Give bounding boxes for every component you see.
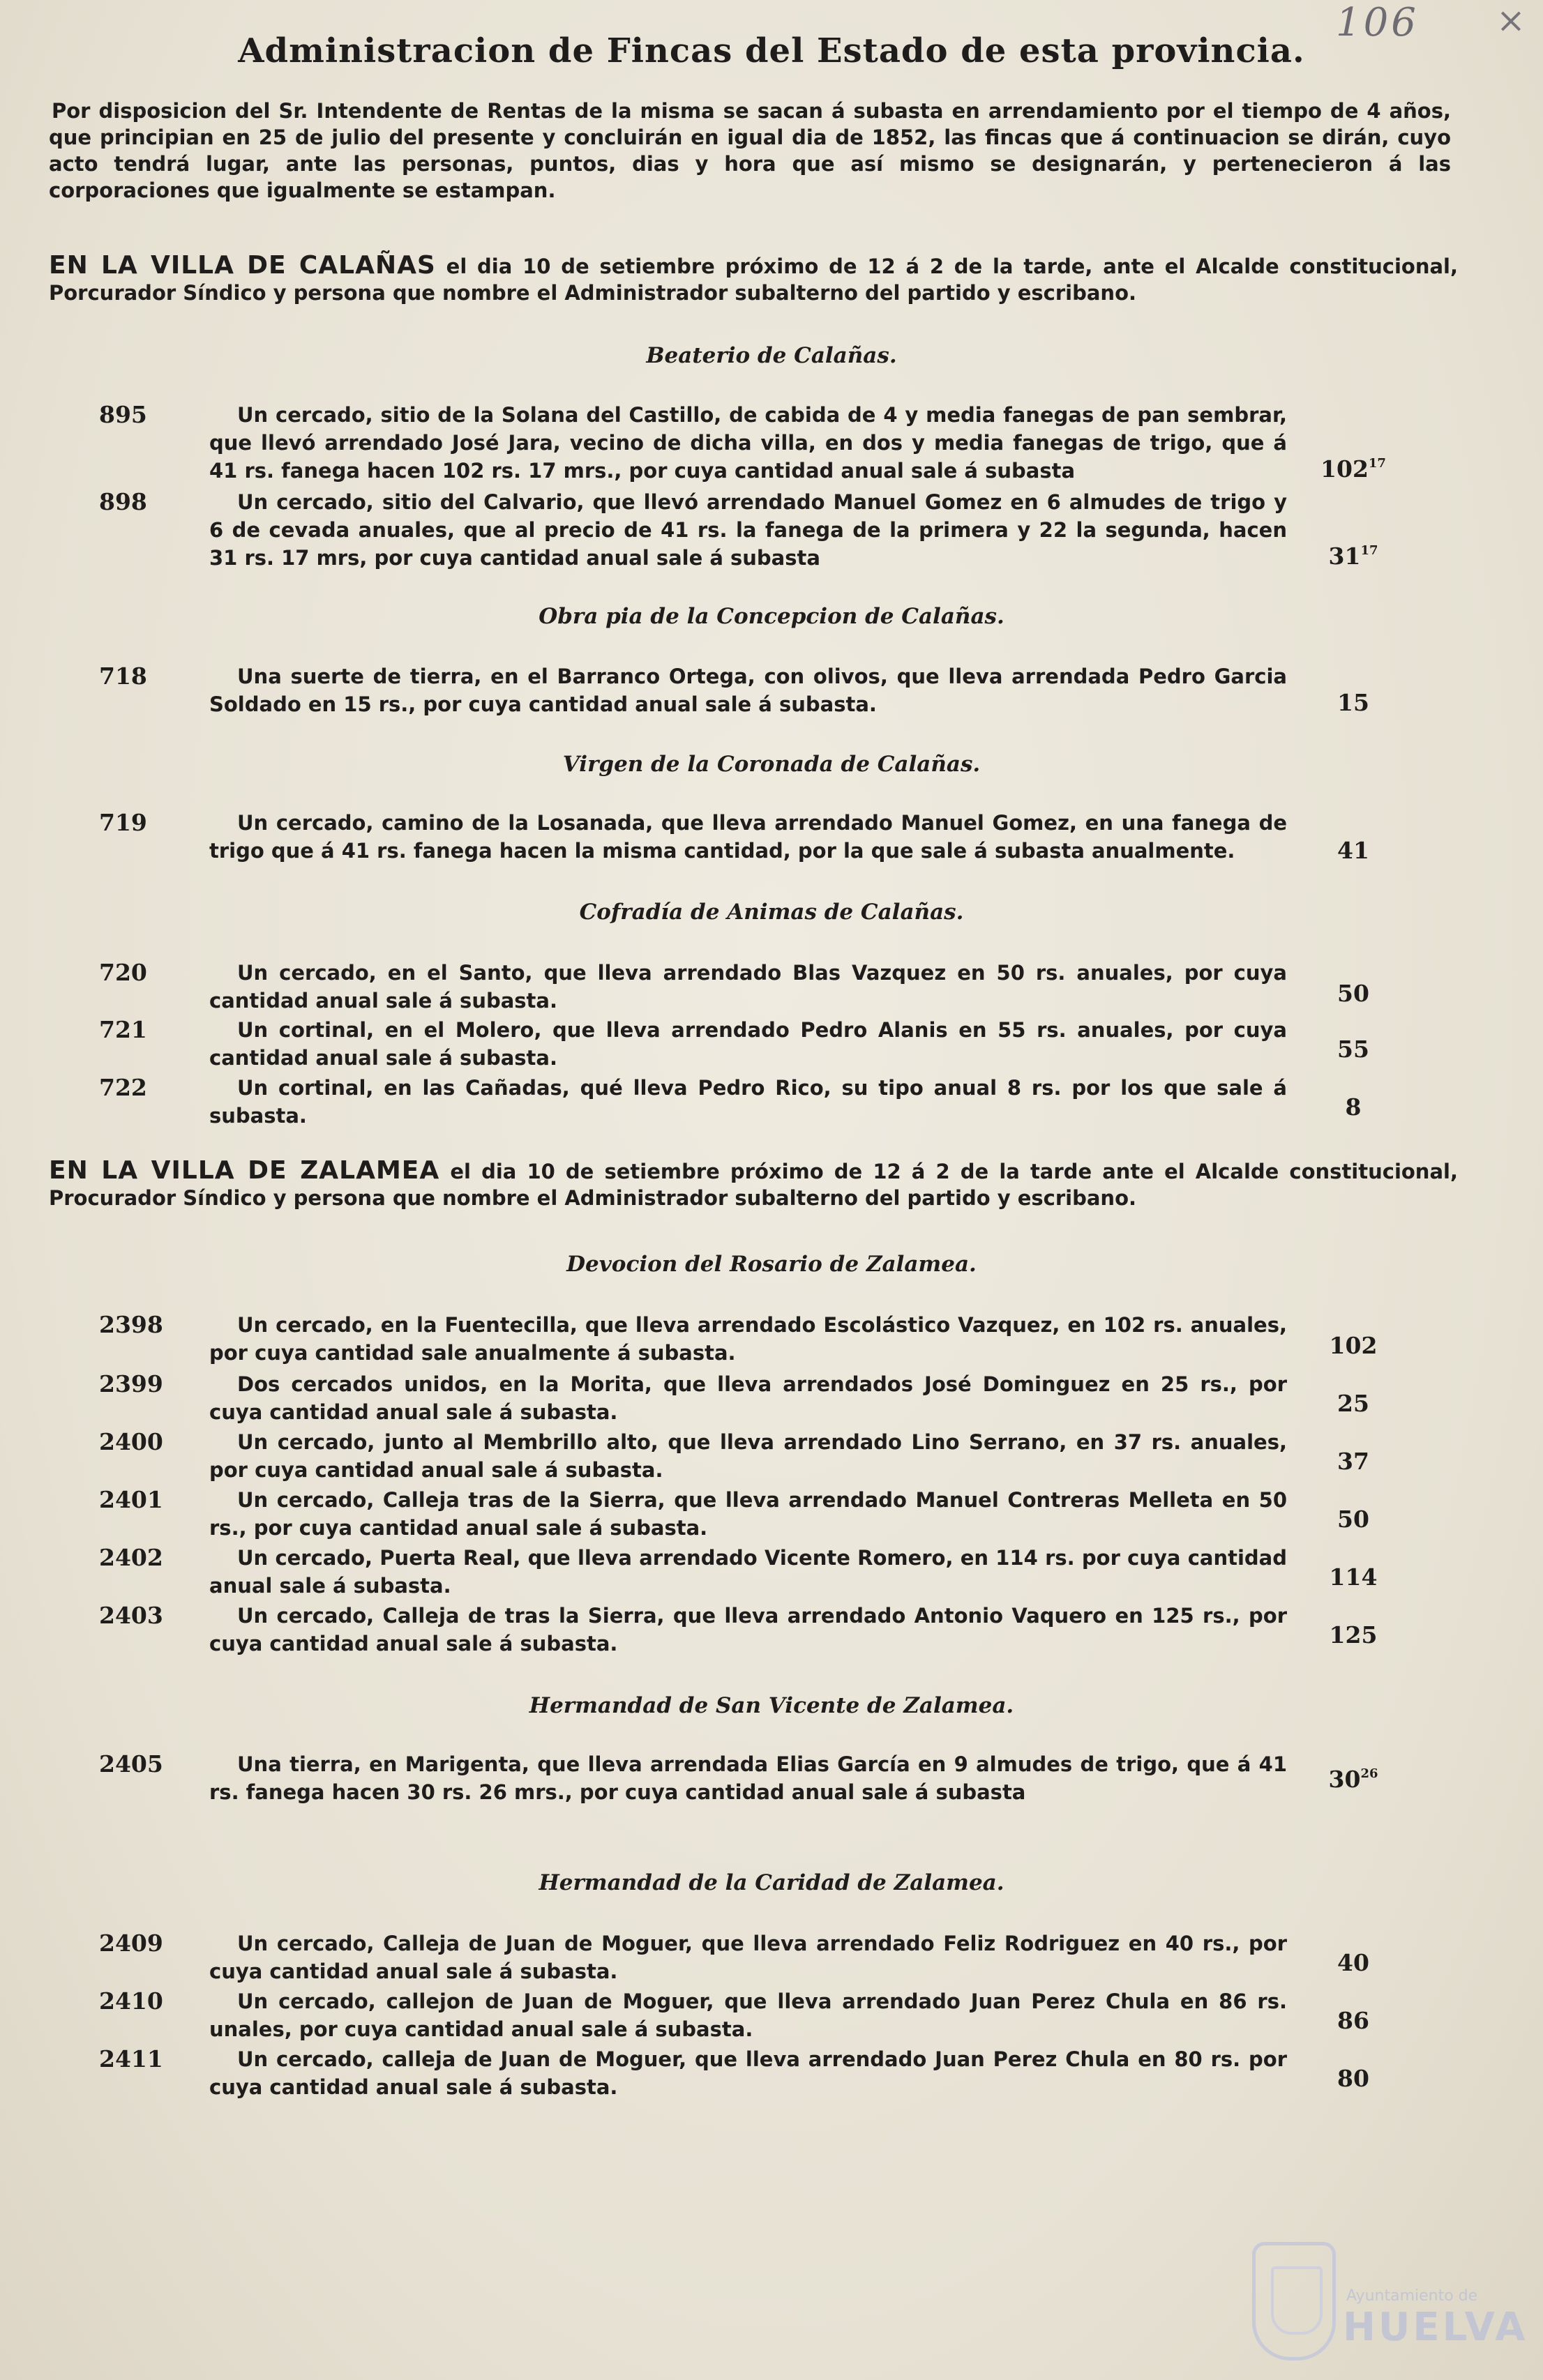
entry-number: 718: [99, 662, 147, 690]
place-calanas-caps: EN LA VILLA DE CALAÑAS: [49, 251, 436, 280]
entry-amount: 125: [1329, 1621, 1378, 1648]
entry-text: Un cortinal, en el Molero, que lleva arrendado Pedro Alanis en 55 rs. anuales, por cuya cantidad anual sale á subasta.: [209, 1018, 1287, 1070]
entry-text: Un cercado, sitio del Calvario, que llevó arrendado Manuel Gomez en 6 almudes de trigo y 6 de cevada anuales, que al precio de 41 rs. la fanega de la primera y 22 la segunda, hacen 31 rs. 17 mrs, por cuya cantidad anual sale á subasta: [209, 490, 1287, 570]
entry-text: Una suerte de tierra, en el Barranco Ortega, con olivos, que lleva arrendada Pedro Garcia Soldado en 15 rs., por cuya cantidad anual sale á subasta.: [209, 665, 1287, 716]
entry-text: Un cercado, camino de la Losanada, que lleva arrendado Manuel Gomez, en una fanega de trigo que á 41 rs. fanega hacen la misma cantidad, por la que sale á subasta anualmente.: [209, 811, 1287, 863]
entry-number: 722: [99, 1074, 147, 1101]
intro-paragraph: Por disposicion del Sr. Intendente de Rentas de la misma se sacan á subasta en arrendamiento por el tiempo de 4 años, que principian en 25 de julio del presente y concluirán en igual dia de 1852, las fincas que á continuacion se dirán, cuyo acto tendrá lugar, ante las personas, puntos, dias y hora que así mismo se designarán, y pertenecieron á las corporaciones que igualmente se estampan.: [49, 99, 1451, 202]
entry-text: Una tierra, en Marigenta, que lleva arrendada Elias García en 9 almudes de trigo, que á 41 rs. fanega hacen 30 rs. 26 mrs., por cuya cantidad anual sale á subasta: [209, 1752, 1287, 1804]
entry-number: 2405: [99, 1750, 163, 1778]
list-item: [0, 1930, 1543, 1992]
section-heading: Hermandad de San Vicente de Zalamea.: [529, 1693, 1014, 1718]
entry-amount: 55: [1337, 1036, 1369, 1063]
entry-amount: 50: [1337, 1506, 1369, 1533]
entry-number: 719: [99, 809, 147, 836]
entry-text: Un cercado, Calleja tras de la Sierra, que lleva arrendado Manuel Contreras Melleta en 50 rs., por cuya cantidad anual sale á subasta.: [209, 1488, 1287, 1540]
entry-number: 2402: [99, 1544, 163, 1571]
entry-text: Un cercado, callejon de Juan de Moguer, que lleva arrendado Juan Perez Chula en 86 rs. unales, por cuya cantidad anual sale á subasta.: [209, 1989, 1287, 2041]
list-item: [0, 1370, 1543, 1433]
list-item: [0, 1074, 1543, 1137]
entry-amount: 102: [1329, 1332, 1378, 1359]
entry-text: Un cercado, en la Fuentecilla, que lleva arrendado Escolástico Vazquez, en 102 rs. anuales, por cuya cantidad sale anualmente á subasta.: [209, 1313, 1287, 1365]
entry-amount: $102^{17}$: [1320, 455, 1386, 483]
entry-amount: 8: [1345, 1093, 1362, 1121]
entry-number: 2398: [99, 1311, 163, 1338]
entry-amount: 25: [1337, 1390, 1369, 1417]
entry-amount: 15: [1337, 689, 1369, 716]
list-item: [0, 1544, 1543, 1607]
list-item: [0, 959, 1543, 1022]
entry-text: Un cortinal, en las Cañadas, qué lleva Pedro Rico, su tipo anual 8 rs. por los que sale á subasta.: [209, 1076, 1287, 1128]
entry-number: 2409: [99, 1930, 163, 1957]
list-item: [0, 2045, 1543, 2108]
place-calanas-text: el dia 10 de setiembre próximo de 12 á 2 de la tarde, ante el Alcalde constitucional, Porcurador Síndico y persona que nombre el Administrador subalterno del partido y escribano.: [49, 255, 1458, 305]
entry-number: 720: [99, 959, 147, 986]
entry-amount: 86: [1337, 2007, 1369, 2034]
entry-number: 2403: [99, 1602, 163, 1629]
list-item: [0, 401, 1543, 483]
watermark-big-text: HUELVA: [1343, 2305, 1528, 2350]
list-item: [0, 1486, 1543, 1549]
place-zalamea-text: el dia 10 de setiembre próximo de 12 á 2 de la tarde ante el Alcalde constitucional, Procurador Síndico y persona que nombre el Administrador subalterno del partido y escribano.: [49, 1160, 1458, 1210]
corner-mark: ×: [1496, 0, 1526, 40]
entry-number: 898: [99, 488, 147, 515]
section-heading: Virgen de la Coronada de Calañas.: [562, 752, 981, 777]
entry-text: Un cercado, en el Santo, que lleva arrendado Blas Vazquez en 50 rs. anuales, por cuya cantidad anual sale á subasta.: [209, 961, 1287, 1013]
section-heading: Beaterio de Calañas.: [646, 343, 897, 368]
list-item: [0, 1602, 1543, 1665]
place-calanas: [49, 252, 1458, 306]
entry-number: 895: [99, 401, 147, 428]
list-item: [0, 662, 1543, 725]
entry-number: 2400: [99, 1428, 163, 1455]
list-item: [0, 1016, 1543, 1079]
section-heading: Cofradía de Animas de Calañas.: [579, 900, 964, 925]
entry-amount: $30^{26}$: [1328, 1766, 1378, 1793]
place-zalamea-caps: EN LA VILLA DE ZALAMEA: [49, 1156, 440, 1185]
watermark-small-text: Ayuntamiento de: [1346, 2287, 1478, 2305]
entry-amount: 50: [1337, 980, 1369, 1007]
list-item: [0, 1428, 1543, 1491]
place-zalamea: [49, 1158, 1458, 1211]
entry-text: Un cercado, Puerta Real, que lleva arrendado Vicente Romero, en 114 rs. por cuya cantidad anual sale á subasta.: [209, 1546, 1287, 1598]
section-heading: Hermandad de la Caridad de Zalamea.: [539, 1870, 1004, 1895]
entry-text: Un cercado, calleja de Juan de Moguer, que lleva arrendado Juan Perez Chula en 80 rs. por cuya cantidad anual sale á subasta.: [209, 2047, 1287, 2099]
entry-text: Un cercado, junto al Membrillo alto, que lleva arrendado Lino Serrano, en 37 rs. anuales, por cuya cantidad anual sale á subasta.: [209, 1430, 1287, 1482]
entry-text: Un cercado, Calleja de Juan de Moguer, que lleva arrendado Feliz Rodriguez en 40 rs., por cuya cantidad anual sale á subasta.: [209, 1932, 1287, 1983]
entry-amount: 40: [1337, 1949, 1369, 1976]
section-heading: Obra pia de la Concepcion de Calañas.: [539, 604, 1004, 629]
entry-text: Dos cercados unidos, en la Morita, que lleva arrendados José Dominguez en 25 rs., por cuya cantidad anual sale á subasta.: [209, 1372, 1287, 1424]
page-title: Administracion de Fincas del Estado de esta provincia.: [238, 31, 1305, 70]
entry-amount: 41: [1337, 837, 1369, 864]
list-item: [0, 809, 1543, 872]
entry-number: 2411: [99, 2045, 163, 2072]
entry-number: 2399: [99, 1370, 163, 1397]
entry-amount: 114: [1329, 1563, 1378, 1591]
entry-number: 2401: [99, 1486, 163, 1513]
entry-text: Un cercado, sitio de la Solana del Castillo, de cabida de 4 y media fanegas de pan sembrar, que llevó arrendado José Jara, vecino de dicha villa, en dos y media fanegas de trigo, que á 41 rs. fanega hacen 102 rs. 17 mrs., por cuya cantidad anual sale á subasta: [209, 403, 1287, 483]
list-item: [0, 1750, 1543, 1813]
entry-amount: 80: [1337, 2065, 1369, 2092]
entry-amount: $31^{17}$: [1328, 543, 1378, 570]
list-item: [0, 488, 1543, 570]
folio-number: 106: [1336, 0, 1419, 45]
entry-amount: 37: [1337, 1448, 1369, 1475]
huelva-watermark: [1252, 2235, 1528, 2367]
list-item: [0, 1987, 1543, 2050]
crest-icon: [1252, 2242, 1336, 2360]
entry-text: Un cercado, Calleja de tras la Sierra, que lleva arrendado Antonio Vaquero en 125 rs., por cuya cantidad anual sale á subasta.: [209, 1604, 1287, 1655]
entry-number: 721: [99, 1016, 147, 1043]
entry-number: 2410: [99, 1987, 163, 2015]
section-heading: Devocion del Rosario de Zalamea.: [566, 1252, 977, 1277]
list-item: [0, 1311, 1543, 1374]
